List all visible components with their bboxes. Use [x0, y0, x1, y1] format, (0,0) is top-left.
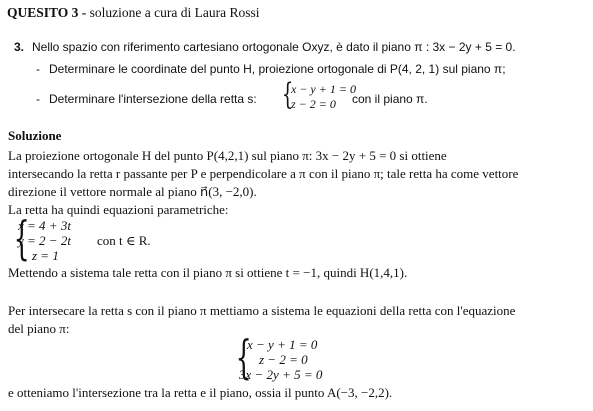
- solution-p1-line-2: intersecando la retta r passante per P e perpendicolare a π con il piano π; tale retta ha come vettore: [8, 166, 519, 181]
- solution-p4-line-1: Per intersecare la retta s con il piano π mettiamo a sistema le equazioni della retta con l'equazione: [8, 303, 516, 318]
- solution-p1-line-3: direzione il vettore normale al piano n⃗(3, −2,0).: [8, 184, 257, 199]
- solution-p4-line-2: del piano π:: [8, 321, 70, 336]
- solution-p5: e otteniamo l'intersezione tra la retta e il piano, ossia il punto A(−3, −2,2).: [8, 385, 393, 400]
- solution-p3: Mettendo a sistema tale retta con il piano π si ottiene t = −1, quindi H(1,4,1).: [8, 265, 408, 280]
- bullet-2-marker: -: [36, 92, 40, 106]
- title-bold: QUESITO 3 -: [7, 5, 87, 20]
- solution-p2: La retta ha quindi equazioni parametriche:: [8, 202, 229, 217]
- solution-p1-line-1: La proiezione ortogonale H del punto P(4,2,1) sul piano π: 3x − 2y + 5 = 0 si ottiene: [8, 148, 447, 163]
- problem-number: 3.: [14, 40, 25, 54]
- bullet-2: Determinare l'intersezione della retta s:: [49, 92, 257, 106]
- problem-statement: Nello spazio con riferimento cartesiano ortogonale Oxyz, è dato il piano π : 3x − 2y + 5 = 0.: [32, 40, 516, 54]
- bullet-1: Determinare le coordinate del punto H, proiezione ortogonale di P(4, 2, 1) sul piano π;: [49, 62, 506, 76]
- system-eq-3: 3x − 2y + 5 = 0: [239, 367, 323, 382]
- retta-s-brace: {: [281, 77, 294, 112]
- system-eq-1: x − y + 1 = 0: [247, 337, 318, 352]
- retta-s-eq-2: z − 2 = 0: [291, 97, 336, 111]
- title-rest: soluzione a cura di Laura Rossi: [86, 5, 260, 20]
- document-title: [7, 5, 259, 21]
- retta-s-eq-1: x − y + 1 = 0: [291, 82, 356, 96]
- param-eq-z: z = 1: [32, 248, 59, 263]
- system-brace: {: [235, 330, 252, 384]
- solution-heading: Soluzione: [8, 128, 62, 143]
- bullet-1-marker: -: [36, 62, 40, 76]
- param-condition: con t ∈ R.: [97, 233, 151, 248]
- param-brace: {: [13, 211, 30, 265]
- param-eq-y: y = 2 − 2t: [18, 233, 71, 248]
- system-eq-2: z − 2 = 0: [259, 352, 308, 367]
- bullet-2-tail: con il piano π.: [352, 92, 428, 106]
- param-eq-x: x = 4 + 3t: [18, 218, 71, 233]
